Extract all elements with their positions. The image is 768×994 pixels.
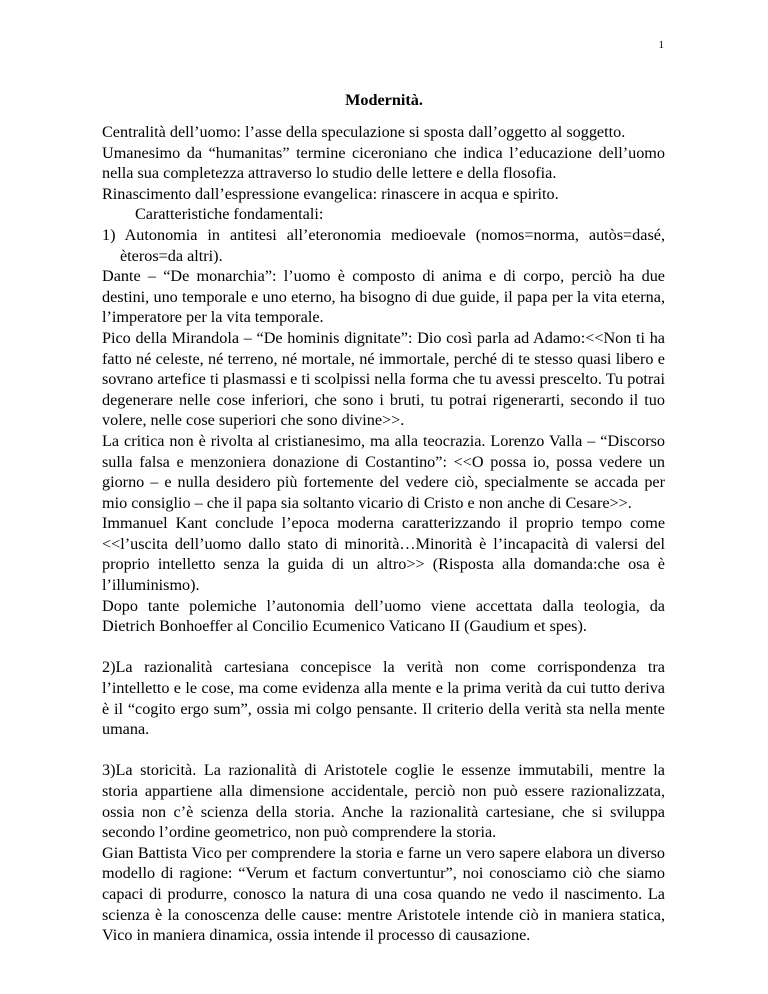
paragraph-bonhoeffer: Dopo tante polemiche l’autonomia dell’uomo viene accettata dalla teologia, da Dietrich Bonhoeffer al Concilio Ecumenico Vaticano II (Gaudium et spes). [102, 596, 665, 636]
paragraph-umanesimo: Umanesimo da “humanitas” termine ciceroniano che indica l’educazione dell’uomo nella sua completezza attraverso lo studio delle lettere e della flosofia. [102, 143, 665, 183]
paragraph-pico: Pico della Mirandola – “De hominis dignitate”: Dio così parla ad Adamo:<<Non ti ha fatto né celeste, né terreno, né mortale, né immortale, perché di te stesso quasi libero e sovrano artefice ti plasmassi e ti scolpissi nella forma che tu avessi prescelto. Tu potrai degenerare nelle cose inferiori, che sono i bruti, tu potrai rigenerarti, secondo il tuo volere, nelle cose superiori che sono divine>>. [102, 328, 665, 430]
paragraph-centralita: Centralità dell’uomo: l’asse della speculazione si sposta dall’oggetto al soggetto. [102, 123, 626, 141]
document-body [102, 122, 665, 946]
paragraph-dante: Dante – “De monarchia”: l’uomo è composto di anima e di corpo, perciò ha due destini, uno temporale e uno eterno, ha bisogno di due guide, il papa per la vita eterna, l’imperatore per la vita temporale. [102, 267, 665, 327]
paragraph-valla: La critica non è rivolta al cristianesimo, ma alla teocrazia. Lorenzo Valla – “Discorso sulla falsa e menzoniera donazione di Costantino”: <<O possa io, possa vedere un giorno – e nulla desidero più fortemente del vedere ciò, specialmente se accada per mio consiglio – che il papa sia soltanto vicario di Cristo e non anche di Cesare>>. [102, 431, 665, 512]
page-number: 1 [658, 39, 664, 51]
document-title: Modernità. [345, 91, 423, 109]
paragraph-vico: Gian Battista Vico per comprendere la storia e farne un vero sapere elabora un diverso modello di ragione: “Verum et factum convertuntur”, noi conosciamo ciò che siamo capaci di produrre, conosco la natura di una cosa quando ne vedo il nascimento. La scienza è la conoscenza delle cause: mentre Aristotele intende ciò in maniera statica, Vico in maniera dinamica, ossia intende il processo di causazione. [102, 843, 665, 945]
paragraph-razionalita: 2)La razionalità cartesiana concepisce la verità non come corrispondenza tra l’intelletto e le cose, ma come evidenza alla mente e la prima verità da cui tutto deriva è il “cogito ergo sum”, ossia mi colgo pensante. Il criterio della verità sta nella mente umana. [102, 658, 665, 739]
paragraph-storicita: 3)La storicità. La razionalità di Aristotele coglie le essenze immutabili, mentre la storia appartiene alla dimensione accidentale, perciò non può essere razionalizzata, ossia non c’è scienza della storia. Anche la razionalità cartesiane, che si sviluppa secondo l’ordine geometrico, non può comprendere la storia. [102, 761, 665, 842]
paragraph-kant: Immanuel Kant conclude l’epoca moderna caratterizzando il proprio tempo come <<l’uscita dell’uomo dallo stato di minorità…Minorità è l’incapacità di valersi del proprio intelletto senza la guida di un altro>> (Risposta alla domanda:che osa è l’illuminismo). [102, 514, 665, 595]
list-item-autonomia: 1) Autonomia in antitesi all’eteronomia medioevale (nomos=norma, autòs=dasé, èteros=da altri). [102, 225, 665, 265]
paragraph-rinascimento: Rinascimento dall’espressione evangelica: rinascere in acqua e spirito. [102, 184, 559, 203]
paragraph-caratteristiche: Caratteristiche fondamentali: [135, 205, 324, 224]
